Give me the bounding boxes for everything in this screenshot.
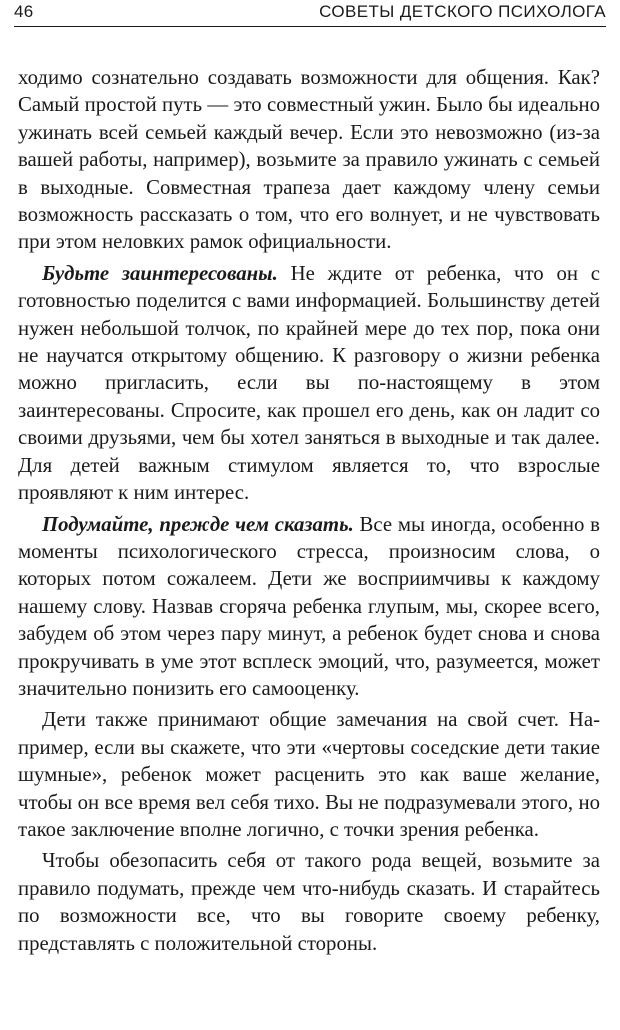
paragraph-3	[18, 511, 600, 703]
paragraph-5	[18, 847, 600, 957]
paragraph-5-text: Чтобы обезопасить себя от такого рода вещей, возьмите за правило подумать, прежде чем что-нибудь сказать. И старайтесь по возможности все, что вы говорите своему ребенку, представлять с положительной стороны.	[18, 849, 600, 955]
paragraph-2-lead: Будьте заинтересованы.	[42, 261, 278, 285]
page-header	[14, 0, 606, 27]
paragraph-2-text: Не ждите от ребенка, что он с готовностью поделится с вами информацией. Большинству детей нужен небольшой толчок, по крайней мере до тех пор, пока они не научатся открытому общению. К разговору о жизни ребенка можно пригласить, если вы по-настоящему в этом заинтересованы. Спросите, как прошел его день, как он ладит со своими друзьями, чем бы хотел заняться в выходные и так далее. Для детей важным стимулом является то, что взрослые проявляют к ним интерес.	[18, 261, 601, 505]
running-title: СОВЕТЫ ДЕТСКОГО ПСИХОЛОГА	[319, 2, 606, 21]
paragraph-1-text: ходимо сознательно создавать возможности для общения. Как? Самый простой путь — это совместный ужин. Было бы идеально ужинать всей семьей каждый вечер. Если это невозможно (из-за вашей работы, например), возьмите за правило ужинать с семьей в выходные. Совместная трапеза дает каждому члену семьи возможность рассказать о том, что его волнует, и не чувствовать при этом неловких рамок официальности.	[18, 66, 600, 254]
paragraph-3-lead: Подумайте, прежде чем сказать.	[42, 512, 354, 536]
body-text	[18, 64, 600, 957]
paragraph-4	[18, 706, 600, 843]
paragraph-1	[18, 64, 600, 256]
page-number: 46	[14, 2, 34, 21]
paragraph-2	[18, 260, 600, 507]
paragraph-3-text: Все мы иногда, особенно в моменты психологического стресса, произносим слова, о которых потом сожалеем. Дети же восприимчивы к каждому нашему слову. Назвав сгоряча ребенка глупым, мы, скорее всего, забудем об этом через пару минут, а ребенок будет снова и снова прокручивать в уме этот всплеск эмоций, что, разумеется, может значительно понизить его самооценку.	[18, 512, 600, 700]
paragraph-4-text: Дети также принимают общие замечания на свой счет. Например, если вы скажете, что эти «чертовы соседские дети такие шумные», ребенок может расценить это как ваше желание, чтобы он все время вел себя тихо. Вы не подразумевали этого, но такое заключение вполне логично, с точки зрения ребенка.	[18, 708, 600, 841]
